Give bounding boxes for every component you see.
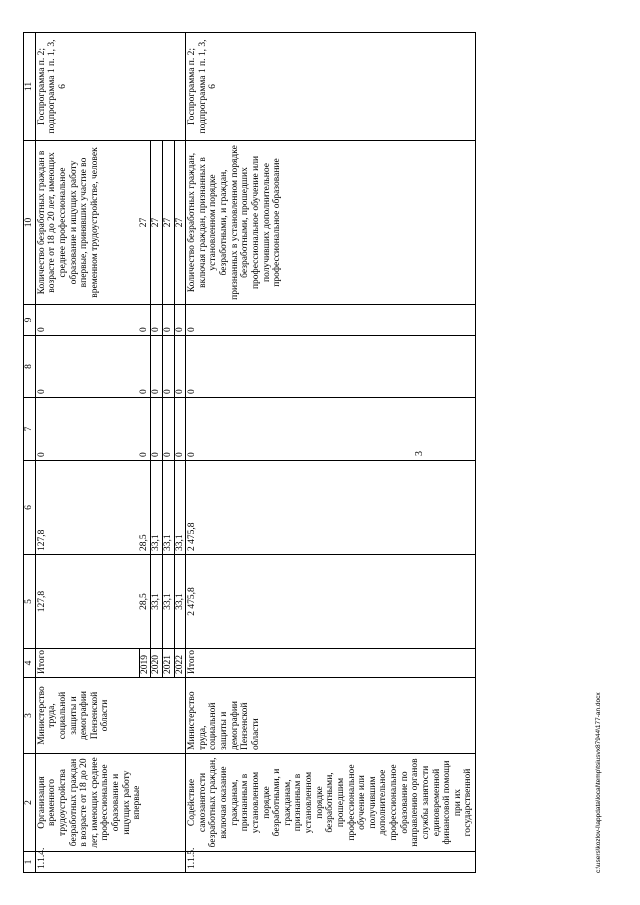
row-number: 1.1.4. bbox=[35, 852, 186, 873]
year-value: 0 bbox=[151, 305, 163, 336]
year-value: 27 bbox=[139, 141, 151, 305]
year-value: 0 bbox=[151, 398, 163, 461]
year-value: 0 bbox=[174, 336, 186, 398]
year: 2022 bbox=[174, 649, 186, 678]
total-value: 2 475,8 bbox=[186, 461, 476, 555]
column-number: 1 bbox=[24, 852, 36, 873]
activity-name: Содействие самозанятости безработных граждан, включая оказание гражданам, признанным в установленном порядке безработными, и гражданам, признанным в установленном порядке безработными, прошедшим профессиональное обучение или получившим дополнительное профессиональное образование по направлению органов службы занятости единовременной финансовой помощи при их государственной bbox=[186, 754, 476, 852]
year-value: 0 bbox=[139, 398, 151, 461]
year-value: 0 bbox=[139, 305, 151, 336]
year-value: 0 bbox=[162, 305, 174, 336]
total-value: 2 475,8 bbox=[186, 555, 476, 649]
year-value: 0 bbox=[162, 336, 174, 398]
table-row bbox=[35, 33, 139, 873]
executor: Министерство труда, социальной защиты и демографии Пензенской области bbox=[186, 678, 476, 754]
year-value: 0 bbox=[174, 398, 186, 461]
year-value: 0 bbox=[174, 305, 186, 336]
file-path-footer: c:\users\kozlov-l\appdata\local\temp\tsiusvx87944\177-an.docx bbox=[595, 692, 602, 873]
page-number: 3 bbox=[414, 451, 425, 456]
year-value: 27 bbox=[174, 141, 186, 305]
year-value: 33,1 bbox=[162, 461, 174, 555]
year: 2019 bbox=[139, 649, 151, 678]
indicator: Количество безработных граждан, включая граждан, признанных в установленном порядке безработными, и граждан, признанных в установленном порядке безработными, прошедших профессиональное обучение или получивших дополнительное профессиональное образование bbox=[186, 141, 476, 305]
column-number: 10 bbox=[24, 141, 36, 305]
column-number: 11 bbox=[24, 33, 36, 141]
year-value: 33,1 bbox=[162, 555, 174, 649]
total-value: 0 bbox=[186, 336, 476, 398]
column-number: 6 bbox=[24, 461, 36, 555]
total-label: Итого bbox=[186, 649, 476, 678]
total-value: 127,8 bbox=[35, 555, 139, 649]
column-number: 7 bbox=[24, 398, 36, 461]
column-number: 3 bbox=[24, 678, 36, 754]
year: 2020 bbox=[151, 649, 163, 678]
total-value: 0 bbox=[186, 398, 476, 461]
year-value: 33,1 bbox=[174, 461, 186, 555]
column-number: 2 bbox=[24, 754, 36, 852]
year-value: 0 bbox=[151, 336, 163, 398]
program-ref: Госпрограмма п. 2; подпрограмма 1 п. 1, 3, 6 bbox=[35, 33, 186, 141]
column-number: 8 bbox=[24, 336, 36, 398]
activity-name: Организация временного трудоустройства безработных граждан в возрасте от 18 до 20 лет, имеющих среднее профессиональное образование и ищущих работу впервые bbox=[35, 754, 186, 852]
total-label: Итого bbox=[35, 649, 139, 678]
table-row bbox=[186, 33, 476, 873]
year-value: 27 bbox=[151, 141, 163, 305]
program-ref: Госпрограмма п. 2; подпрограмма 1 п. 1, 3, 6 bbox=[186, 33, 476, 141]
total-value: 0 bbox=[186, 305, 476, 336]
year-value: 33,1 bbox=[151, 555, 163, 649]
year-value: 33,1 bbox=[174, 555, 186, 649]
year-value: 28,5 bbox=[139, 461, 151, 555]
total-value: 0 bbox=[35, 336, 139, 398]
program-activities-table bbox=[23, 32, 476, 873]
year-value: 33,1 bbox=[151, 461, 163, 555]
year-value: 0 bbox=[162, 398, 174, 461]
indicator: Количество безработных граждан в возрасте от 18 до 20 лет, имеющих среднее профессиональное образование и ищущих работу впервые, принявших участие во временном трудоустройстве, человек bbox=[35, 141, 139, 305]
column-numbers-row bbox=[24, 33, 36, 873]
row-number: 1.1.5. bbox=[186, 852, 476, 873]
year-value: 28,5 bbox=[139, 555, 151, 649]
total-value: 0 bbox=[35, 305, 139, 336]
year-value: 0 bbox=[139, 336, 151, 398]
total-value: 0 bbox=[35, 398, 139, 461]
column-number: 4 bbox=[24, 649, 36, 678]
executor: Министерство труда, социальной защиты и демографии Пензенской области bbox=[35, 678, 186, 754]
column-number: 5 bbox=[24, 555, 36, 649]
year: 2021 bbox=[162, 649, 174, 678]
total-value: 127,8 bbox=[35, 461, 139, 555]
year-value: 27 bbox=[162, 141, 174, 305]
column-number: 9 bbox=[24, 305, 36, 336]
